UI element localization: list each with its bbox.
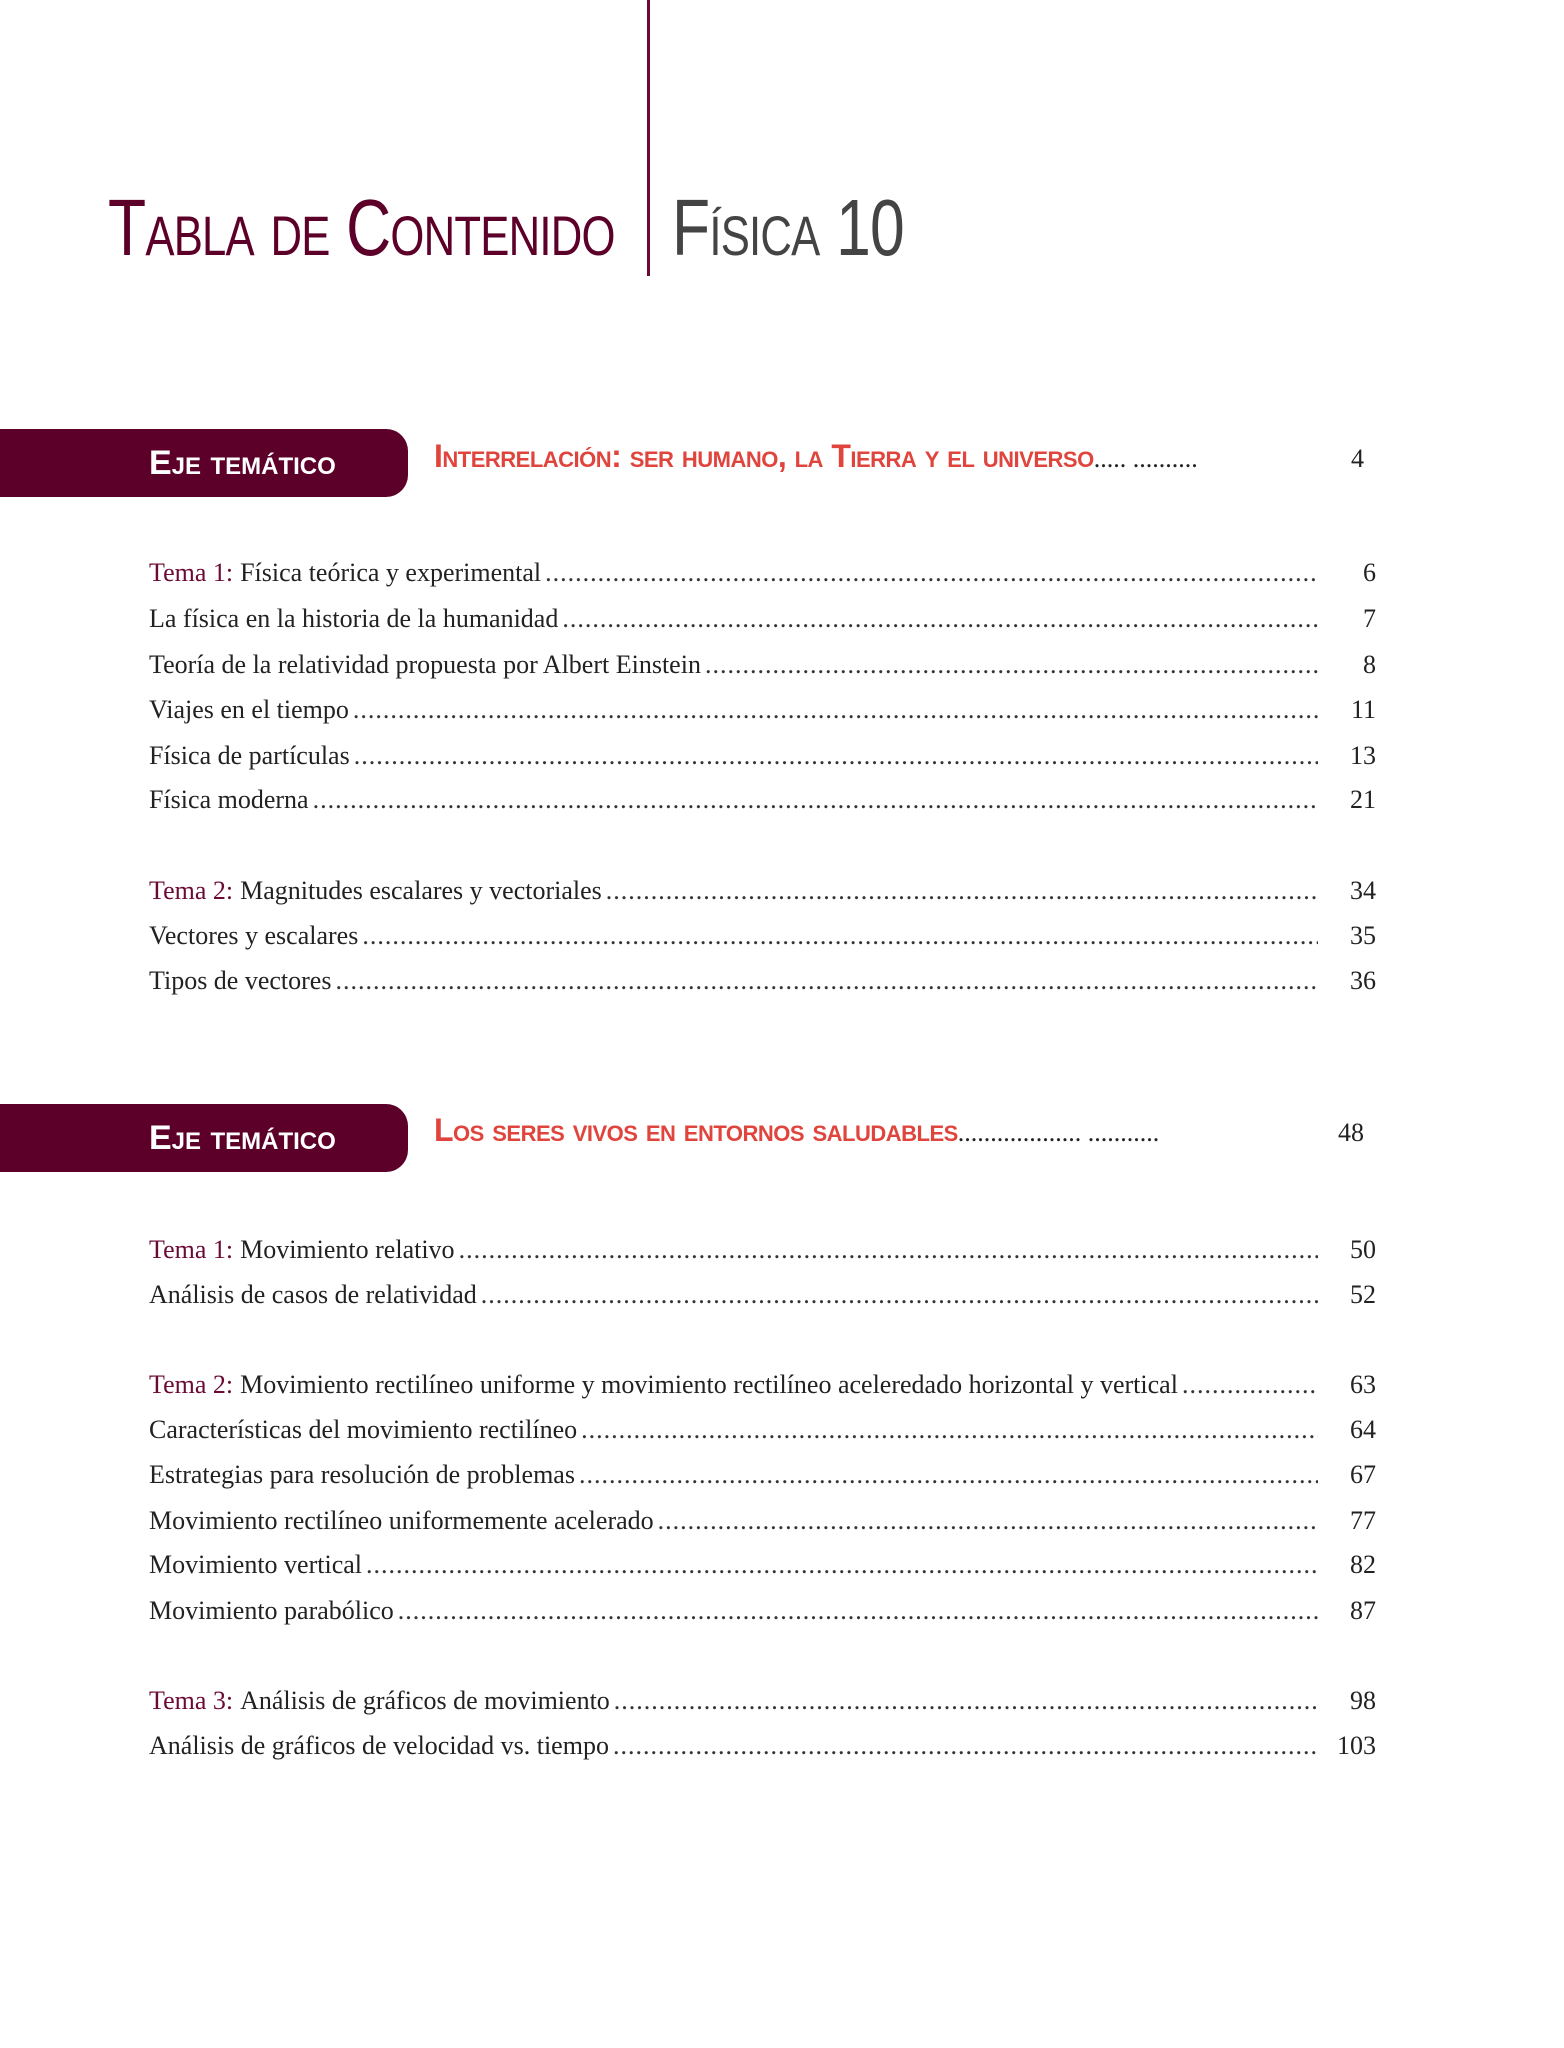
- eje-heading[interactable]: [434, 1112, 1364, 1149]
- toc-entry[interactable]: [149, 1458, 1376, 1492]
- leader-dots: [705, 648, 1318, 682]
- toc-entry[interactable]: [149, 919, 1376, 953]
- leader-dots: [335, 964, 1318, 998]
- page-number: 36: [1350, 966, 1376, 995]
- tema-label: Tema 1:: [149, 558, 234, 587]
- entry-label: Análisis de gráficos de velocidad vs. tiempo: [149, 1731, 609, 1760]
- entry-label: Movimiento parabólico: [149, 1596, 394, 1625]
- entry-label: Viajes en el tiempo: [149, 695, 349, 724]
- page-number: 11: [1350, 695, 1376, 724]
- toc-entry[interactable]: [149, 1684, 1376, 1718]
- eje-title: Los seres vivos en entornos saludables: [434, 1112, 958, 1148]
- page-number: 35: [1350, 921, 1376, 950]
- entry-label: Movimiento rectilíneo uniforme y movimiento rectilíneo aceleredado horizontal y vertical: [240, 1370, 1178, 1399]
- entry-label: Vectores y escalares: [149, 921, 359, 950]
- leader-dots: [606, 874, 1318, 908]
- leader-dots: ..... ..........: [1093, 444, 1198, 473]
- page-number: 8: [1363, 650, 1376, 679]
- entry-label: Estrategias para resolución de problemas: [149, 1460, 575, 1489]
- eje-tematico-band: [0, 1104, 408, 1172]
- leader-dots: [614, 1684, 1318, 1718]
- entry-label: Movimiento vertical: [149, 1550, 363, 1579]
- page-number: 21: [1350, 785, 1376, 814]
- leader-dots: [459, 1233, 1318, 1267]
- subject-title: Física 10: [672, 183, 904, 272]
- page-number: 6: [1363, 558, 1376, 587]
- toc-entry[interactable]: [149, 964, 1376, 998]
- leader-dots: [481, 1278, 1318, 1312]
- entry-label: Análisis de casos de relatividad: [149, 1280, 477, 1309]
- leader-dots: [354, 739, 1318, 773]
- entry-label: Movimiento rectilíneo uniformemente acelerado: [149, 1506, 654, 1535]
- toc-entry[interactable]: [149, 1368, 1376, 1402]
- leader-dots: [366, 1548, 1318, 1582]
- leader-dots: [562, 602, 1318, 636]
- toc-entry[interactable]: [149, 1413, 1376, 1447]
- leader-dots: [398, 1594, 1318, 1628]
- eje-heading[interactable]: [434, 438, 1364, 475]
- toc-entry[interactable]: [149, 1548, 1376, 1582]
- entry-label: Física moderna: [149, 785, 309, 814]
- page-number: 52: [1350, 1280, 1376, 1309]
- toc-entry[interactable]: [149, 648, 1376, 682]
- toc-entry[interactable]: [149, 693, 1376, 727]
- tema-label: Tema 1:: [149, 1235, 234, 1264]
- entry-label: Análisis de gráficos de movimiento: [240, 1686, 610, 1715]
- page-number: 103: [1337, 1731, 1376, 1760]
- page-number: 48: [1338, 1118, 1364, 1147]
- entry-label: Magnitudes escalares y vectoriales: [240, 876, 602, 905]
- tema-label: Tema 2:: [149, 876, 234, 905]
- leader-dots: [581, 1413, 1318, 1447]
- toc-entry[interactable]: [149, 1278, 1376, 1312]
- entry-label: Teoría de la relatividad propuesta por Albert Einstein: [149, 650, 701, 679]
- eje-tematico-band: [0, 429, 408, 497]
- leader-dots: [579, 1458, 1318, 1492]
- toc-entry[interactable]: [149, 1504, 1376, 1538]
- leader-dots: [362, 919, 1318, 953]
- toc-entry[interactable]: [149, 1594, 1376, 1628]
- page-number: 34: [1350, 876, 1376, 905]
- toc-entry[interactable]: [149, 1233, 1376, 1267]
- toc-entry[interactable]: [149, 556, 1376, 590]
- entry-label: Movimiento relativo: [240, 1235, 455, 1264]
- page-number: 77: [1350, 1506, 1376, 1535]
- toc-entry[interactable]: [149, 1729, 1376, 1763]
- leader-dots: [313, 783, 1318, 817]
- toc-entry[interactable]: [149, 783, 1376, 817]
- entry-label: Física teórica y experimental: [240, 558, 542, 587]
- leader-dots: ................... ...........: [957, 1118, 1160, 1147]
- page-number: 13: [1350, 741, 1376, 770]
- page-number: 7: [1363, 604, 1376, 633]
- entry-label: La física en la historia de la humanidad: [149, 604, 559, 633]
- page-title: Tabla de Contenido: [108, 183, 615, 272]
- page-number: 63: [1350, 1370, 1376, 1399]
- leader-dots: [658, 1504, 1318, 1538]
- entry-label: Tipos de vectores: [149, 966, 332, 995]
- leader-dots: [353, 693, 1318, 727]
- toc-entry[interactable]: [149, 874, 1376, 908]
- page-number: 50: [1350, 1235, 1376, 1264]
- eje-tematico-label: Eje temático: [149, 1119, 336, 1157]
- page-number: 87: [1350, 1596, 1376, 1625]
- entry-label: Física de partículas: [149, 741, 350, 770]
- page-number: 98: [1350, 1686, 1376, 1715]
- eje-tematico-label: Eje temático: [149, 444, 336, 482]
- leader-dots: [545, 556, 1318, 590]
- header-divider: [647, 0, 650, 276]
- toc-entry[interactable]: [149, 602, 1376, 636]
- tema-label: Tema 3:: [149, 1686, 234, 1715]
- leader-dots: [1182, 1368, 1318, 1402]
- page-number: 67: [1350, 1460, 1376, 1489]
- tema-label: Tema 2:: [149, 1370, 234, 1399]
- eje-title: Interrelación: ser humano, la Tierra y el universo: [434, 438, 1094, 474]
- page-number: 4: [1351, 444, 1364, 473]
- entry-label: Características del movimiento rectilíneo: [149, 1415, 578, 1444]
- toc-entry[interactable]: [149, 739, 1376, 773]
- leader-dots: [613, 1729, 1318, 1763]
- page-number: 82: [1350, 1550, 1376, 1579]
- page-number: 64: [1350, 1415, 1376, 1444]
